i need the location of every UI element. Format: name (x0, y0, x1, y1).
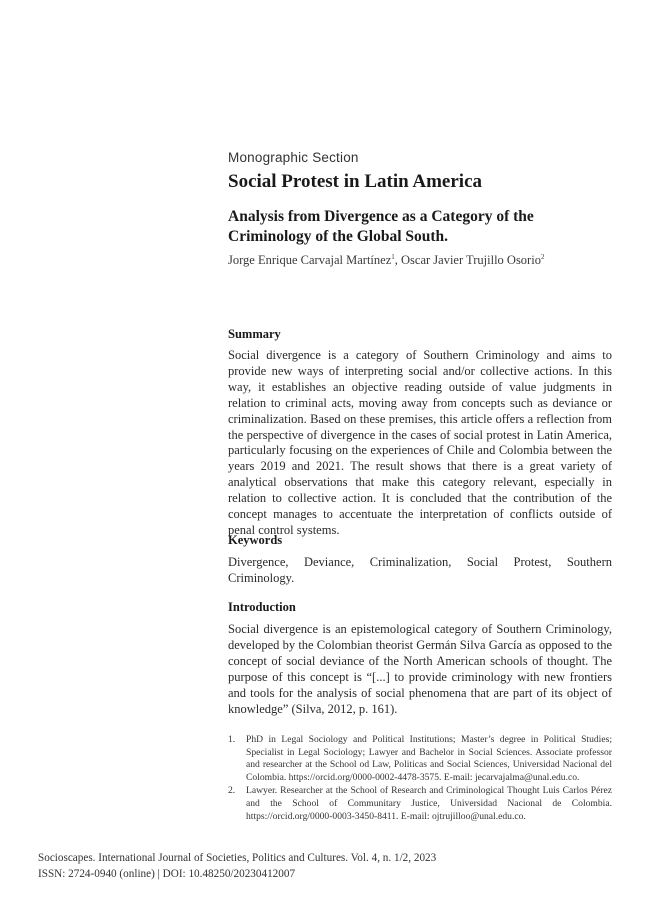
page-footer (38, 850, 436, 882)
footnote-text: PhD in Legal Sociology and Political Institutions; Master’s degree in Political Studies; Specialist in Legal Sociology; Lawyer and Bachelor in Social Sciences. Associate professor and researcher at the School od Law, Politicas and Social Sciences, Universidad Nacional del Colombia. https://orcid.org/0000-0002-4478-3575. E-mail: jecarvajalma@unal.edu.co. (246, 734, 612, 783)
author-name: Jorge Enrique Carvajal Martínez (228, 253, 392, 267)
issn-doi: ISSN: 2724-0940 (online) | DOI: 10.48250/20230412007 (38, 868, 296, 880)
author-name: Oscar Javier Trujillo Osorio (401, 253, 541, 267)
article-title: Social Protest in Latin America (228, 171, 483, 192)
footnote-ref: 1 (391, 253, 395, 261)
author-list (228, 253, 544, 268)
footnote-number: 1. (228, 734, 236, 745)
keywords-heading: Keywords (228, 533, 283, 547)
footnote-list (228, 734, 612, 824)
footnote-item (228, 734, 612, 784)
introduction-text: Social divergence is an epistemological category of Southern Criminology, developed by the Colombian theorist Germán Silva García as opposed to the concept of social deviance of the North American schools of thought. The purpose of this concept is “[...] to provide criminology with new frontiers and tools for the analysis of social phenomena that are part of its object of knowledge” (Silva, 2012, p. 161). (228, 622, 612, 716)
footnote-ref: 2 (540, 253, 545, 261)
keywords-text: Divergence, Deviance, Criminalization, Social Protest, Southern Criminology. (228, 555, 612, 585)
footnote-item (228, 785, 612, 823)
article-subtitle: Analysis from Divergence as a Category of the Criminology of the Global South. (228, 208, 534, 245)
footnote-text: Lawyer. Researcher at the School of Research and Criminological Thought Luis Carlos Pérez and the School of Communitary Justice, Universidad Nacional de Colombia. https://orcid.org/0000-0003-3450-8411. E-mail: ojtrujilloo@unal.edu.co. (246, 785, 612, 822)
author-separator: , (394, 253, 402, 267)
section-label: Monographic Section (228, 150, 359, 165)
footnote-number: 2. (228, 785, 236, 797)
summary-heading: Summary (228, 327, 281, 341)
summary-text: Social divergence is a category of Southern Criminology and aims to provide new ways of interpreting social and/or collective actions. In this way, it establishes an objective reading outside of value judgments in relation to criminal acts, moving away from concepts such as deviance or criminalization. Based on these premises, this article offers a reflection from the perspective of divergence in the cases of social protest in Latin America, particularly focusing on the experiences of Chile and Colombia between the years 2019 and 2021. The result shows that there is a great variety of analytical observations that make this category relevant, especially in relation to collective action. It is concluded that the contribution of the concept manages to accentuate the interpretation of conflicts outside of penal control systems. (228, 348, 612, 537)
introduction-heading: Introduction (228, 600, 296, 614)
journal-citation: Socioscapes. International Journal of Societies, Politics and Cultures. Vol. 4, n. 1/2, 2023 (38, 852, 437, 864)
